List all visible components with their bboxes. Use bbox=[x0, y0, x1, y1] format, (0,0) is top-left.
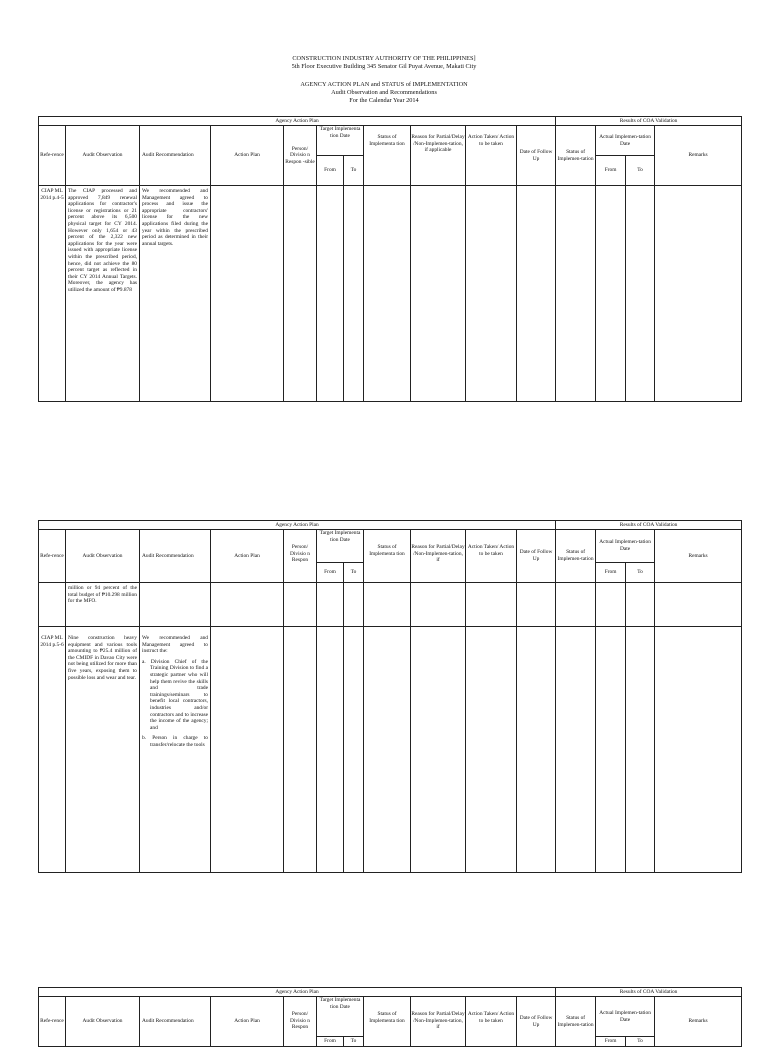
col-reference: Refe-rence bbox=[39, 530, 66, 583]
group-header-coa: Results of COA Validation bbox=[556, 117, 742, 126]
col-action-plan: Action Plan bbox=[211, 997, 284, 1047]
group-header-coa: Results of COA Validation bbox=[556, 988, 742, 997]
recommendation-cell: We recommended and Management agreed to process and issue the appropriate contractors' license for the new applications filed during the year within the prescribed period as determined in their annual targets. bbox=[140, 186, 211, 402]
observation-cell: Nine construction heavy equipment and various tools amounting to ₱25.4 million of the CMIDF in Davao City were not being utilized for more than five years, exposing them to possible loss and wear and tear. bbox=[66, 627, 140, 873]
action-plan-table-1 bbox=[38, 116, 742, 402]
col-action-taken: Action Taken/ Action to be taken bbox=[466, 997, 517, 1047]
col-status-impl-coa: Status of Implemen-tation bbox=[556, 997, 596, 1047]
org-name: CONSTRUCTION INDUSTRY AUTHORITY OF THE PHILIPPINES] bbox=[292, 55, 476, 62]
col-reason: Reason for Partial/Delay /Non-Implemen-tation, if bbox=[411, 997, 466, 1047]
col-remarks: Remarks bbox=[655, 530, 742, 583]
col-audit-observation: Audit Observation bbox=[66, 997, 140, 1047]
col-reference: Refe-rence bbox=[39, 126, 66, 186]
table-row bbox=[39, 186, 742, 402]
action-plan-table-2 bbox=[38, 520, 742, 873]
col-from: From bbox=[596, 563, 626, 583]
col-target-date: Target Implementa tion Date bbox=[317, 530, 364, 563]
recommendation-intro: We recommended and Management agreed to instruct the: bbox=[142, 635, 208, 655]
col-audit-observation: Audit Observation bbox=[66, 126, 140, 186]
col-from: From bbox=[317, 563, 344, 583]
table-row bbox=[39, 627, 742, 873]
group-header-agency: Agency Action Plan bbox=[39, 988, 556, 997]
action-plan-table-3 bbox=[38, 987, 742, 1047]
group-header-agency: Agency Action Plan bbox=[39, 117, 556, 126]
col-from: From bbox=[317, 1037, 344, 1047]
col-target-date: Target Implementa tion Date bbox=[317, 997, 364, 1037]
report-period: For the Calendar Year 2014 bbox=[349, 97, 419, 104]
col-audit-recommendation: Audit Recommendation bbox=[140, 126, 211, 186]
col-action-taken: Action Taken/ Action to be taken bbox=[466, 126, 517, 186]
col-to: To bbox=[626, 156, 655, 186]
observation-cell: The CIAP processed and approved 7,849 renewal applications for contractor's license or registrations or 21 percent above its 6,500 physical target for CY 2014. However only 1,654 or 43 percent of the 2,322 new applications for the year were issued with appropriate license within the prescribed period, hence, did not achieve the 80 percent target as reflected in their CY 2014 Annual Targets. Moreover, the agency has utilized the amount of ₱9.878 bbox=[66, 186, 140, 402]
col-to: To bbox=[344, 563, 364, 583]
col-to: To bbox=[626, 1037, 655, 1047]
col-actual-date: Actual Implemen-tation Date bbox=[596, 530, 655, 563]
col-status-impl-coa: Status of Implemen-tation bbox=[556, 530, 596, 583]
col-person-division: Person/ Divisio n Respon -sible bbox=[284, 126, 317, 186]
col-status-implementation: Status of Implementa tion bbox=[364, 997, 411, 1047]
recommendation-item-b: b. Person in charge to transfer/relocate the tools bbox=[142, 735, 208, 748]
observation-cell-continued: million or 94 percent of the total budget of ₱10.298 million for the MFO. bbox=[66, 583, 140, 627]
col-to: To bbox=[626, 563, 655, 583]
col-action-plan: Action Plan bbox=[211, 530, 284, 583]
col-reference: Refe-rence bbox=[39, 997, 66, 1047]
col-remarks: Remarks bbox=[655, 126, 742, 186]
col-audit-observation: Audit Observation bbox=[66, 530, 140, 583]
recommendation-cell bbox=[140, 627, 211, 873]
col-date-followup: Date of Follow Up bbox=[517, 997, 556, 1047]
col-reason: Reason for Partial/Delay /Non-Implemen-tation, if bbox=[411, 530, 466, 583]
col-date-followup: Date of Follow Up bbox=[517, 530, 556, 583]
col-actual-date: Actual Implemen-tation Date bbox=[596, 126, 655, 156]
col-reason: Reason for Partial/Delay /Non-Implemen-tation, if applicable bbox=[411, 126, 466, 186]
col-remarks: Remarks bbox=[655, 997, 742, 1047]
recommendation-item-a: a. Division Chief of the Training Division to find a strategic partner who will help them revive the skills and trade trainings/seminars to benefit local contractors, industries and/or contractors and to increase the income of the agency; and bbox=[142, 658, 208, 731]
report-title: AGENCY ACTION PLAN and STATUS of IMPLEMENTATION bbox=[300, 81, 468, 88]
col-status-implementation: Status of Implementa tion bbox=[364, 126, 411, 186]
col-to: To bbox=[344, 1037, 364, 1047]
col-to: To bbox=[344, 156, 364, 186]
col-audit-recommendation: Audit Recommendation bbox=[140, 530, 211, 583]
col-from: From bbox=[317, 156, 344, 186]
col-target-date: Target Implementa tion Date bbox=[317, 126, 364, 156]
report-subtitle: Audit Observation and Recommendations bbox=[331, 89, 437, 96]
col-audit-recommendation: Audit Recommendation bbox=[140, 997, 211, 1047]
table-row bbox=[39, 583, 742, 627]
col-person-division: Person/ Divisio n Respon bbox=[284, 997, 317, 1047]
col-action-taken: Action Taken/ Action to be taken bbox=[466, 530, 517, 583]
col-status-impl-coa: Status of Implemen-tation bbox=[556, 126, 596, 186]
col-action-plan: Action Plan bbox=[211, 126, 284, 186]
col-actual-date: Actual Implemen-tation Date bbox=[596, 997, 655, 1037]
group-header-agency: Agency Action Plan bbox=[39, 521, 556, 530]
col-from: From bbox=[596, 156, 626, 186]
col-status-implementation: Status of Implementa tion bbox=[364, 530, 411, 583]
col-person-division: Person/ Divisio n Respon bbox=[284, 530, 317, 583]
reference-cell: CIAP ML 2014 p.5-6 bbox=[39, 627, 66, 873]
col-date-followup: Date of Follow Up bbox=[517, 126, 556, 186]
group-header-coa: Results of COA Validation bbox=[556, 521, 742, 530]
org-address: 5th Floor Executive Building 345 Senator Gil Puyat Avenue, Makati City bbox=[291, 63, 477, 70]
col-from: From bbox=[596, 1037, 626, 1047]
reference-cell: CIAP ML 2014 p.4-5 bbox=[39, 186, 66, 402]
